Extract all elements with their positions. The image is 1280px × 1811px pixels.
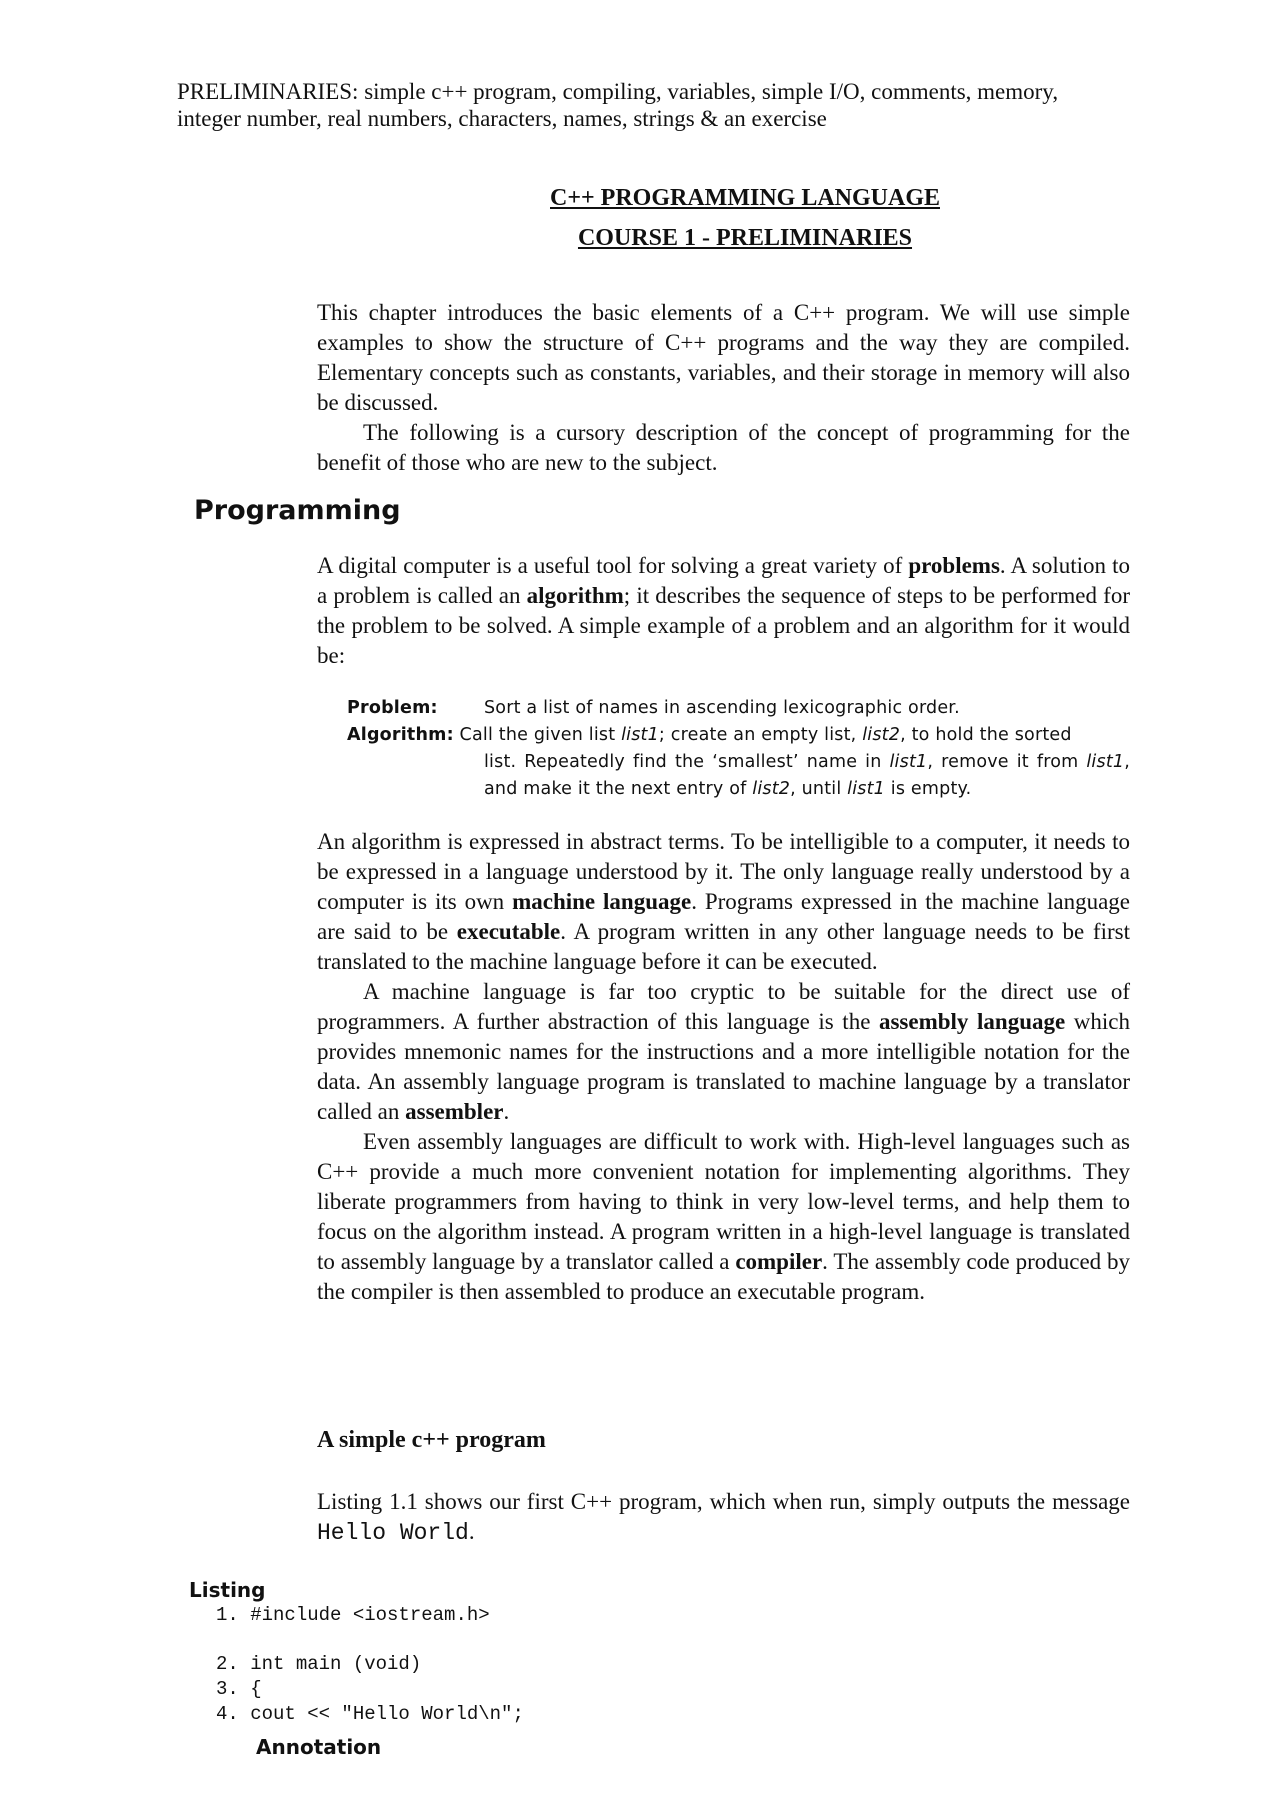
text-run: , remove it from [927,752,1087,772]
text-run: is empty. [885,779,972,799]
inline-code: Hello World [317,1520,469,1546]
algorithm-row [347,722,1130,749]
algorithm-label: Algorithm: [347,725,454,745]
listing-label: Listing [189,1578,266,1602]
problem-label: Problem: [347,698,438,718]
machine-language-paragraph [317,827,1130,977]
course-title: COURSE 1 - PRELIMINARIES [577,225,913,251]
var-list1: list1 [889,752,928,772]
var-list2: list2 [862,725,901,745]
listing-intro-paragraph [317,1487,1130,1548]
header-line-2: integer number, real numbers, characters, names, strings & an exercise [177,106,827,131]
page-title: C++ PROGRAMMING LANGUAGE [550,185,940,211]
text-run: A digital computer is a useful tool for solving a great variety of [317,553,909,578]
term-algorithm: algorithm [526,583,624,608]
programming-paragraph [317,551,1130,671]
language-section [317,827,1130,1307]
intro-section [317,298,1130,478]
var-list2: list2 [752,779,791,799]
text-run: , to hold the sorted [900,725,1072,745]
document-titles [0,178,1280,258]
text-run: which provides mnemonic names for the instructions and a more intelligible notation for the data. An assembly language program is translated to machine language by a translator called an [317,1009,1130,1124]
listing-intro [317,1487,1130,1548]
code-line: 4. cout << "Hello World\n"; [216,1703,524,1725]
problem-text: Sort a list of names in ascending lexicographic order. [484,698,960,718]
text-run: ; it describes the sequence of steps to be performed for the problem to be solved. A simple example of a problem and an algorithm for it would be: [317,583,1130,668]
term-problems: problems [908,553,1000,578]
term-assembly-language: assembly language [878,1009,1066,1034]
code-listing [216,1603,524,1727]
text-run: . The assembly code produced by the compiler is then assembled to produce an executable program. [317,1249,1130,1304]
code-line: 1. #include <iostream.h> [216,1604,490,1626]
text-run: . A program written in any other language needs to be first translated to the machine language before it can be executed. [317,919,1130,974]
term-compiler: compiler [735,1249,823,1274]
programming-heading: Programming [194,495,401,526]
text-run: . A solution to a problem is called an [317,553,1130,608]
text-run: . Programs expressed in the machine language are said to be [317,889,1131,944]
text-run: Even assembly languages are difficult to work with. High-level languages such as C++ provide a much more convenient notation for implementing algorithms. They liberate programmers from having to think in very low-level terms, and help them to focus on the algorithm instead. A program written in a high-level language is translated to assembly language by a translator called a [317,1129,1130,1274]
annotation-label: Annotation [256,1735,382,1759]
intro-paragraph-2: The following is a cursory description of the concept of programming for the benefit of those who are new to the subject. [317,420,1130,475]
code-line: 2. int main (void) [216,1653,422,1675]
text-run: . [468,1519,475,1544]
simple-program-heading: A simple c++ program [317,1427,546,1453]
high-level-paragraph [317,1127,1130,1307]
algorithm-continuation [484,749,1130,803]
text-run: Listing 1.1 shows our first C++ program, which when run, simply outputs the message [317,1489,1130,1514]
var-list1: list1 [621,725,659,745]
text-run: . [503,1099,510,1124]
term-assembler: assembler [405,1099,504,1124]
example-block [347,695,1130,803]
assembly-paragraph [317,977,1130,1127]
text-run: , and make it the next entry of [484,752,1130,799]
text-run: list. Repeatedly find the ‘smallest’ name in [484,752,890,772]
problem-row [347,695,1130,722]
var-list1: list1 [1086,752,1125,772]
term-executable: executable [456,919,561,944]
text-run: An algorithm is expressed in abstract terms. To be intelligible to a computer, it needs to be expressed in a language understood by it. The only language really understood by a computer is its own [317,829,1130,914]
page-header [177,78,1137,132]
text-run: A machine language is far too cryptic to be suitable for the direct use of programmers. A further abstraction of this language is the [317,979,1130,1034]
text-run: , until [790,779,848,799]
intro-paragraph-1: This chapter introduces the basic elements of a C++ program. We will use simple examples to show the structure of C++ programs and the way they are compiled. Elementary concepts such as constants, variables, and their storage in memory will also be discussed. [317,300,1130,415]
code-line: 3. { [216,1678,262,1700]
text-run: Call the given list [453,725,622,745]
text-run: ; create an empty list, [658,725,863,745]
term-machine-language: machine language [512,889,692,914]
var-list1: list1 [847,779,886,799]
header-line-1: PRELIMINARIES: simple c++ program, compiling, variables, simple I/O, comments, memory, [177,79,1059,104]
programming-section [317,551,1130,671]
